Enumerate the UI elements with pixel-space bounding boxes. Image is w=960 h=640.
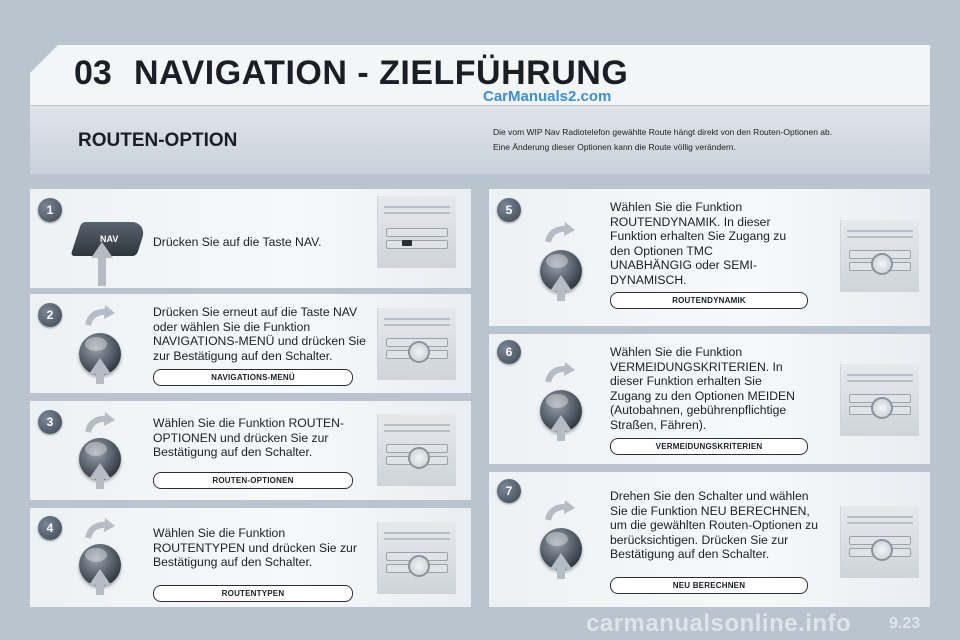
knob-highlight bbox=[871, 539, 893, 561]
step-number-7: 7 bbox=[497, 479, 521, 503]
knob-highlight bbox=[871, 253, 893, 275]
step-text-5: Wählen Sie die Funktion ROUTENDYNAMIK. In dieser Funktion erhalten Sie Zugang zu den Optionen TMC UNABHÄNGIG oder SEMI-DYNAMISCH. bbox=[610, 200, 787, 287]
push-arrow-icon bbox=[89, 569, 111, 585]
step-number-2: 2 bbox=[38, 303, 62, 327]
push-arrow-stem bbox=[98, 256, 106, 286]
page-number: 9.23 bbox=[889, 615, 921, 632]
radio-illustration-4 bbox=[377, 522, 456, 594]
radio-illustration-7 bbox=[840, 506, 919, 578]
menu-label-pill-4: ROUTENTYPEN bbox=[153, 585, 353, 602]
push-arrow-icon bbox=[550, 553, 572, 569]
step-text-4: Wählen Sie die Funktion ROUTENTYPEN und drücken Sie zur Bestätigung auf den Schalter. bbox=[153, 526, 357, 569]
radio-illustration-2 bbox=[377, 308, 456, 380]
push-arrow-icon bbox=[550, 415, 572, 431]
step-number-6: 6 bbox=[497, 340, 521, 364]
menu-label-pill-5: ROUTENDYNAMIK bbox=[610, 292, 808, 309]
chapter-number: 03 bbox=[74, 54, 112, 92]
watermark-bottom: carmanualsonline.info bbox=[586, 610, 852, 637]
radio-illustration-1 bbox=[377, 196, 456, 268]
step-text-7: Drehen Sie den Schalter und wählen Sie die Funktion NEU BERECHNEN, um die gewählten Routen-Optionen zu berücksichtigen. Drücken Sie zur Bestätigung auf den Schalter. bbox=[610, 489, 818, 561]
rotate-arrow-icon bbox=[545, 500, 575, 524]
knob-highlight bbox=[408, 447, 430, 469]
push-arrow-icon bbox=[550, 275, 572, 291]
rotate-arrow-icon bbox=[85, 518, 115, 542]
radio-illustration-6 bbox=[840, 364, 919, 436]
step-number-1: 1 bbox=[38, 198, 62, 222]
push-arrow-icon bbox=[91, 242, 113, 258]
push-arrow-icon bbox=[89, 463, 111, 479]
step-text-2: Drücken Sie erneut auf die Taste NAV oder wählen Sie die Funktion NAVIGATIONS-MENÜ und drücken Sie zur Bestätigung auf den Schalter. bbox=[153, 305, 366, 363]
radio-illustration-3 bbox=[377, 414, 456, 486]
rotate-arrow-icon bbox=[85, 305, 115, 329]
section-title: ROUTEN-OPTION bbox=[78, 130, 238, 151]
rotate-arrow-icon bbox=[545, 222, 575, 246]
menu-label-pill-6: VERMEIDUNGSKRITERIEN bbox=[610, 438, 808, 455]
push-arrow-icon bbox=[89, 358, 111, 374]
nav-key-highlight bbox=[402, 240, 412, 246]
knob-highlight bbox=[408, 555, 430, 577]
page-title: NAVIGATION - ZIELFÜHRUNG bbox=[134, 54, 629, 92]
radio-illustration-5 bbox=[840, 220, 919, 292]
watermark-top: CarManuals2.com bbox=[483, 88, 612, 105]
step-text-6: Wählen Sie die Funktion VERMEIDUNGSKRITERIEN. In dieser Funktion erhalten Sie Zugang zu den Optionen MEIDEN (Autobahnen, gebührenpflichtige Straßen, Fähren). bbox=[610, 345, 795, 432]
intro-line-2: Eine Änderung dieser Optionen kann die Route völlig verändern. bbox=[493, 142, 736, 152]
step-number-4: 4 bbox=[38, 516, 62, 540]
rotate-arrow-icon bbox=[85, 412, 115, 436]
step-text-1: Drücken Sie auf die Taste NAV. bbox=[153, 235, 322, 249]
step-number-5: 5 bbox=[497, 198, 521, 222]
nav-button-label: NAV bbox=[99, 234, 119, 244]
knob-highlight bbox=[408, 341, 430, 363]
step-number-3: 3 bbox=[38, 410, 62, 434]
intro-text bbox=[493, 125, 913, 155]
knob-highlight bbox=[871, 397, 893, 419]
menu-label-pill-3: ROUTEN-OPTIONEN bbox=[153, 472, 353, 489]
intro-line-1: Die vom WIP Nav Radiotelefon gewählte Route hängt direkt von den Routen-Optionen ab. bbox=[493, 127, 833, 137]
rotate-arrow-icon bbox=[545, 362, 575, 386]
step-text-3: Wählen Sie die Funktion ROUTEN-OPTIONEN und drücken Sie zur Bestätigung auf den Schalter. bbox=[153, 416, 345, 459]
menu-label-pill-2: NAVIGATIONS-MENÜ bbox=[153, 369, 353, 386]
menu-label-pill-7: NEU BERECHNEN bbox=[610, 577, 808, 594]
